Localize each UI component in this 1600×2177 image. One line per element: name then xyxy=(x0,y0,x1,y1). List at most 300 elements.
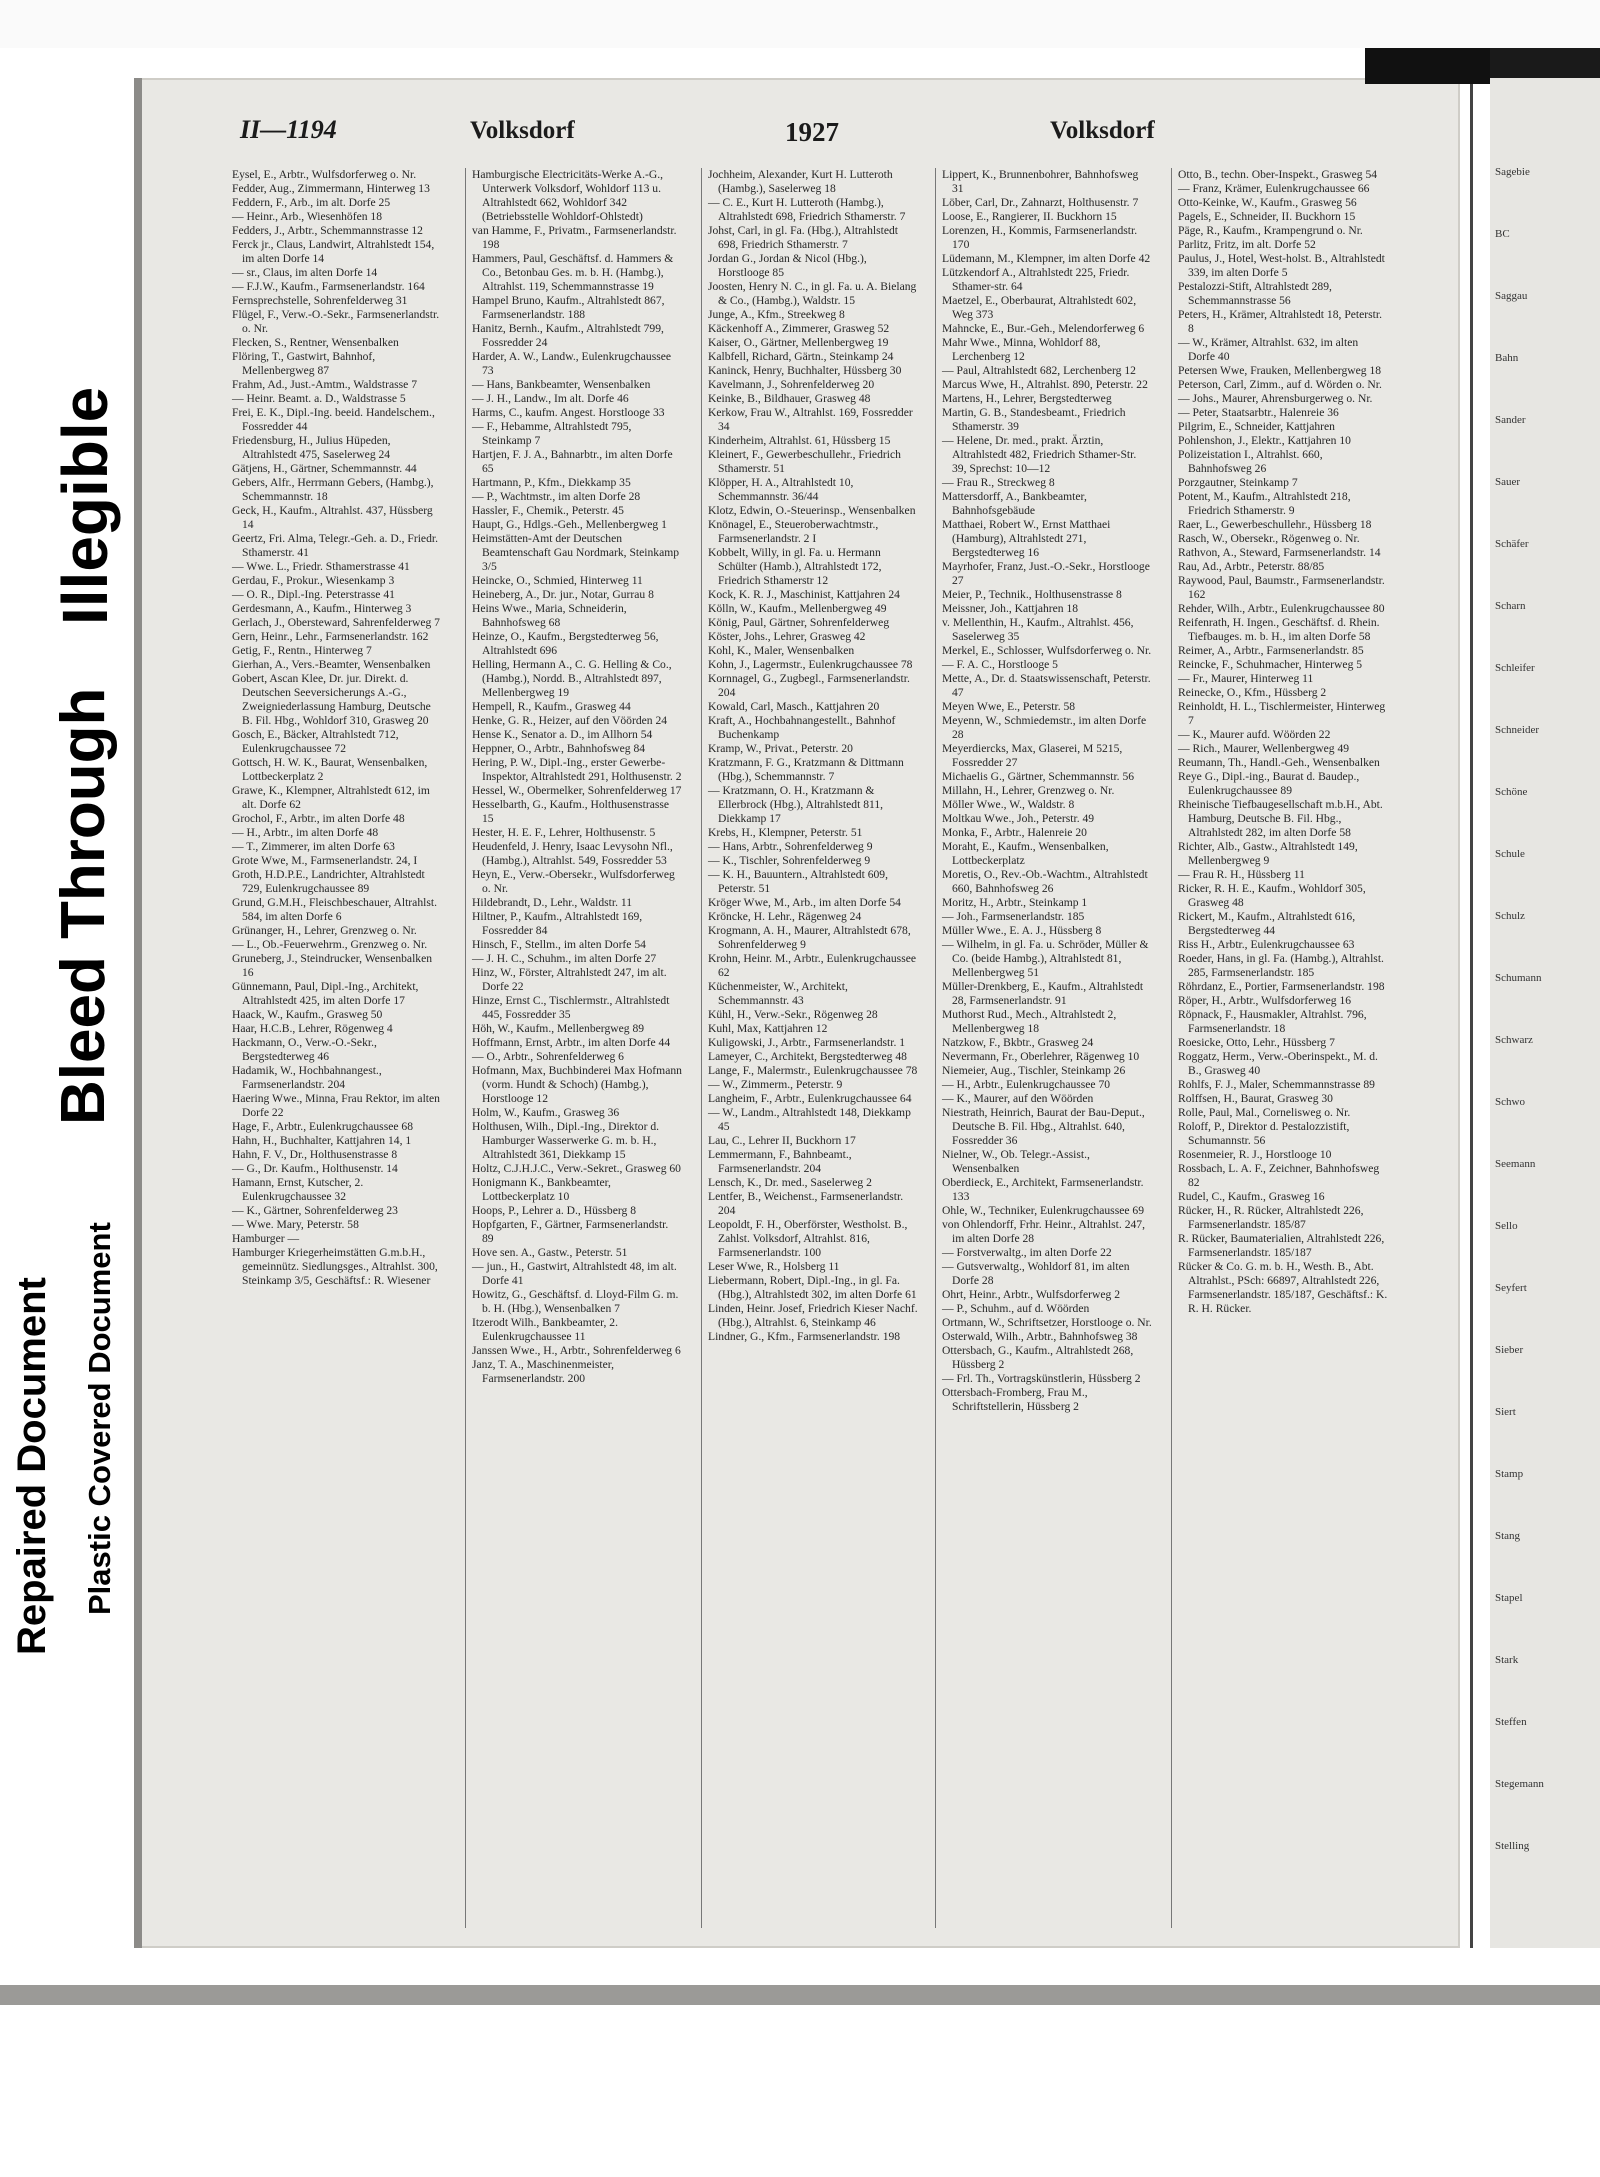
directory-entry: Krebs, H., Klempner, Peterstr. 51 xyxy=(708,826,863,839)
directory-entry: Gern, Heinr., Lehr., Farmsenerlandstr. 162 xyxy=(232,630,429,643)
directory-entry: Günnemann, Paul, Dipl.-Ing., Architekt, Altrahlstedt 425, im alten Dorfe 17 xyxy=(232,980,419,1007)
directory-entry: Rheinische Tiefbaugesellschaft m.b.H., Abt. Hamburg, Deutsche B. Fil. Hbg., Altrahlstedt 282, im alten Dorfe 58 xyxy=(1178,798,1383,839)
directory-entry: Frei, E. K., Dipl.-Ing. beeid. Handelschem., Fossredder 44 xyxy=(232,406,435,433)
directory-entry: — Forstverwaltg., im alten Dorfe 22 xyxy=(942,1246,1112,1259)
directory-entry: Rosenmeier, R. J., Horstlooge 10 xyxy=(1178,1148,1332,1161)
directory-entry: Janssen Wwe., H., Arbtr., Sohrenfelderweg 6 xyxy=(472,1344,681,1357)
directory-entry: Hamburger Kriegerheimstätten G.m.b.H., gemeinnütz. Siedlungsges., Altrahlst. 300, Steinkamp 3/5, Geschäftsf.: R. Wiesener xyxy=(232,1246,438,1287)
directory-entry: Hinsch, F., Stellm., im alten Dorfe 54 xyxy=(472,938,646,951)
directory-entry: Raer, L., Gewerbeschullehr., Hüssberg 18 xyxy=(1178,518,1372,531)
directory-entry: Kuligowski, J., Arbtr., Farmsenerlandstr. 1 xyxy=(708,1036,906,1049)
adjacent-page-fragment: Bahn xyxy=(1495,352,1519,364)
directory-entry: Kerkow, Frau W., Altrahlst. 169, Fossredder 34 xyxy=(708,406,913,433)
directory-entry: Kleinert, F., Gewerbeschullehr., Friedrich Sthamerstr. 51 xyxy=(708,448,901,475)
directory-entry: Heins Wwe., Maria, Schneiderin, Bahnhofsweg 68 xyxy=(472,602,627,629)
directory-entry: Gierhan, A., Vers.-Beamter, Wensenbalken xyxy=(232,658,431,671)
directory-entry: — Wwe. Mary, Peterstr. 58 xyxy=(232,1218,359,1231)
directory-entry: Rücker & Co. G. m. b. H., Westh. B., Abt. Altrahlst., PSch: 66897, Altrahlstedt 226, Farmsenerlandstr. 185/187, Geschäftsf.: K. R. H. Rücker. xyxy=(1178,1260,1388,1315)
directory-entry: Lensch, K., Dr. med., Saselerweg 2 xyxy=(708,1176,872,1189)
directory-entry: Jochheim, Alexander, Kurt H. Lutteroth (Hambg.), Saselerweg 18 xyxy=(708,168,893,195)
directory-entry: — Heinr., Arb., Wiesenhöfen 18 xyxy=(232,210,383,223)
directory-entry: Rohlfs, F. J., Maler, Schemmannstrasse 89 xyxy=(1178,1078,1375,1091)
directory-entry: — Rich., Maurer, Wellenbergweg 49 xyxy=(1178,742,1350,755)
adjacent-page-fragment: Schöne xyxy=(1495,786,1528,798)
directory-entry: Junge, A., Kfm., Streekweg 8 xyxy=(708,308,845,321)
directory-entry: Heppner, O., Arbtr., Bahnhofsweg 84 xyxy=(472,742,646,755)
directory-entry: Helling, Hermann A., C. G. Helling & Co., (Hambg.), Nordd. B., Altrahlstedt 897, Mellenbergweg 19 xyxy=(472,658,672,699)
directory-entry: Rücker, H., R. Rücker, Altrahlstedt 226, Farmsenerlandstr. 185/87 xyxy=(1178,1204,1364,1231)
directory-entry: Hiltner, P., Kaufm., Altrahlstedt 169, Fossredder 84 xyxy=(472,910,643,937)
directory-entry: — Johs., Maurer, Ahrensburgerweg o. Nr. xyxy=(1178,392,1373,405)
directory-entry: Millahn, H., Lehrer, Grenzweg o. Nr. xyxy=(942,784,1115,797)
directory-entry: Gerdesmann, A., Kaufm., Hinterweg 3 xyxy=(232,602,412,615)
directory-entry: Mette, A., Dr. d. Staatswissenschaft, Peterstr. 47 xyxy=(942,672,1151,699)
directory-entry: Haack, W., Kaufm., Grasweg 50 xyxy=(232,1008,383,1021)
directory-entry: Friedensburg, H., Julius Hüpeden, Altrahlstedt 475, Saselerweg 24 xyxy=(232,434,391,461)
directory-entry: Pilgrim, E., Schneider, Kattjahren xyxy=(1178,420,1335,433)
directory-entry: R. Rücker, Baumaterialien, Altrahlstedt 226, Farmsenerlandstr. 185/187 xyxy=(1178,1232,1385,1259)
directory-entry: Merkel, E., Schlosser, Wulfsdorferweg o. Nr. xyxy=(942,644,1152,657)
column-rule xyxy=(1171,168,1172,1928)
directory-entry: Moritz, H., Arbtr., Steinkamp 1 xyxy=(942,896,1088,909)
directory-entry: — P., Schuhm., auf d. Wöörden xyxy=(942,1302,1090,1315)
directory-column-3 xyxy=(708,168,918,1344)
directory-entry: Rathvon, A., Steward, Farmsenerlandstr. 14 xyxy=(1178,546,1381,559)
directory-entry: Janz, T. A., Maschinenmeister, Farmsenerlandstr. 200 xyxy=(472,1358,615,1385)
directory-entry: Gebers, Alfr., Herrmann Gebers, (Hambg.), Schemmannstr. 18 xyxy=(232,476,434,503)
directory-entry: Heincke, O., Schmied, Hinterweg 11 xyxy=(472,574,643,587)
directory-entry: Honigmann K., Bankbeamter, Lottbeckerplatz 10 xyxy=(472,1176,611,1203)
directory-entry: Reye G., Dipl.-ing., Baurat d. Baudep., Eulenkrugchaussee 89 xyxy=(1178,770,1360,797)
directory-entry: Gruneberg, J., Steindrucker, Wensenbalken 16 xyxy=(232,952,433,979)
directory-entry: — jun., H., Gastwirt, Altrahlstedt 48, im alt. Dorfe 41 xyxy=(472,1260,677,1287)
directory-entry: Lange, F., Malermstr., Eulenkrugchaussee 78 xyxy=(708,1064,918,1077)
adjacent-page-fragment: Schule xyxy=(1495,848,1525,860)
directory-entry: Grochol, F., Arbtr., im alten Dorfe 48 xyxy=(232,812,405,825)
directory-entry: Rudel, C., Kaufm., Grasweg 16 xyxy=(1178,1190,1325,1203)
directory-entry: Knönagel, E., Steueroberwachtmstr., Farmsenerlandstr. 2 I xyxy=(708,518,879,545)
directory-entry: — Wilhelm, in gl. Fa. u. Schröder, Müller & Co. (beide Hambg.), Altrahlstedt 81, Mellenbergweg 51 xyxy=(942,938,1149,979)
header-right-title: Volksdorf xyxy=(1050,117,1155,144)
directory-entry: — F., Hebamme, Altrahlstedt 795, Steinkamp 7 xyxy=(472,420,632,447)
directory-entry: Leser Wwe, R., Holsberg 11 xyxy=(708,1260,840,1273)
directory-entry: — O. R., Dipl.-Ing. Peterstrasse 41 xyxy=(232,588,395,601)
directory-entry: Reincke, F., Schuhmacher, Hinterweg 5 xyxy=(1178,658,1363,671)
directory-entry: — H., Arbtr., Eulenkrugchaussee 70 xyxy=(942,1078,1111,1091)
directory-entry: Fernsprechstelle, Sohrenfelderweg 31 xyxy=(232,294,408,307)
directory-entry: Hartmann, P., Kfm., Diekkamp 35 xyxy=(472,476,631,489)
directory-entry: Raywood, Paul, Baumstr., Farmsenerlandstr. 162 xyxy=(1178,574,1385,601)
directory-entry: — Helene, Dr. med., prakt. Ärztin, Altrahlstedt 482, Friedrich Sthamer-Str. 39, Sprechst: 10—12 xyxy=(942,434,1137,475)
directory-entry: — sr., Claus, im alten Dorfe 14 xyxy=(232,266,378,279)
directory-entry: Flecken, S., Rentner, Wensenbalken xyxy=(232,336,399,349)
directory-entry: Hadamik, W., Hochbahnangest., Farmsenerlandstr. 204 xyxy=(232,1064,382,1091)
directory-entry: Hamburgische Electricitäts-Werke A.-G., Unterwerk Volksdorf, Wohldorf 113 u. Altrahlstedt 662, Wohldorf 342 (Betriebsstelle Wohldorf-Ohlstedt) xyxy=(472,168,664,223)
directory-entry: Kohl, K., Maler, Wensenbalken xyxy=(708,644,855,657)
directory-entry: Howitz, G., Geschäftsf. d. Lloyd-Film G. m. b. H. (Hbg.), Wensenbalken 7 xyxy=(472,1288,679,1315)
directory-entry: Holthusen, Wilh., Dipl.-Ing., Direktor d. Hamburger Wasserwerke G. m. b. H., Altrahlstedt 361, Diekkamp 15 xyxy=(472,1120,660,1161)
directory-entry: Peterson, Carl, Zimm., auf d. Wörden o. Nr. xyxy=(1178,378,1382,391)
directory-entry: Ricker, R. H. E., Kaufm., Wohldorf 305, Grasweg 48 xyxy=(1178,882,1366,909)
directory-entry: Johst, Carl, in gl. Fa. (Hbg.), Altrahlstedt 698, Friedrich Sthamerstr. 7 xyxy=(708,224,898,251)
directory-entry: — L., Ob.-Feuerwehrm., Grenzweg o. Nr. xyxy=(232,938,428,951)
directory-entry: Getig, F., Rentn., Hinterweg 7 xyxy=(232,644,372,657)
directory-entry: Kohn, J., Lagermstr., Eulenkrugchaussee 78 xyxy=(708,658,913,671)
directory-entry: — C. E., Kurt H. Lutteroth (Hambg.), Altrahlstedt 698, Friedrich Sthamerstr. 7 xyxy=(708,196,906,223)
directory-entry: Hamann, Ernst, Kutscher, 2. Eulenkrugchaussee 32 xyxy=(232,1176,364,1203)
directory-entry: Küchenmeister, W., Architekt, Schemmannstr. 43 xyxy=(708,980,848,1007)
adjacent-page-fragment: Sander xyxy=(1495,414,1526,426)
adjacent-page-fragment: Schleifer xyxy=(1495,662,1535,674)
directory-entry: Kowald, Carl, Masch., Kattjahren 20 xyxy=(708,700,880,713)
directory-entry: — H., Arbtr., im alten Dorfe 48 xyxy=(232,826,379,839)
directory-entry: Hove sen. A., Gastw., Peterstr. 51 xyxy=(472,1246,628,1259)
adjacent-page-fragment: Sauer xyxy=(1495,476,1521,488)
directory-entry: Mattersdorff, A., Bankbeamter, Bahnhofsgebäude xyxy=(942,490,1087,517)
directory-entry: Kühl, H., Verw.-Sekr., Rögenweg 28 xyxy=(708,1008,878,1021)
directory-entry: Monka, F., Arbtr., Halenreie 20 xyxy=(942,826,1087,839)
directory-column-4 xyxy=(942,168,1152,1414)
directory-entry: Rossbach, L. A. F., Zeichner, Bahnhofsweg 82 xyxy=(1178,1162,1380,1189)
directory-entry: — Wwe. L., Friedr. Sthamerstrasse 41 xyxy=(232,560,410,573)
directory-entry: Eysel, E., Arbtr., Wulfsdorferweg o. Nr. xyxy=(232,168,417,181)
directory-entry: Ohle, W., Techniker, Eulenkrugchaussee 69 xyxy=(942,1204,1144,1217)
directory-entry: Kock, K. R. J., Maschinist, Kattjahren 24 xyxy=(708,588,900,601)
directory-entry: Michaelis G., Gärtner, Schemmannstr. 56 xyxy=(942,770,1135,783)
directory-entry: Kinderheim, Altrahlst. 61, Hüssberg 15 xyxy=(708,434,891,447)
directory-entry: Löber, Carl, Dr., Zahnarzt, Holthusenstr. 7 xyxy=(942,196,1139,209)
directory-entry: Röpnack, F., Hausmakler, Altrahlst. 796, Farmsenerlandstr. 18 xyxy=(1178,1008,1367,1035)
directory-entry: Rau, Ad., Arbtr., Peterstr. 88/85 xyxy=(1178,560,1325,573)
directory-entry: Krogmann, A. H., Maurer, Altrahlstedt 678, Sohrenfelderweg 9 xyxy=(708,924,911,951)
directory-entry: Roesicke, Otto, Lehr., Hüssberg 7 xyxy=(1178,1036,1335,1049)
bleed-through-label: Bleed Through xyxy=(49,687,118,1125)
adjacent-page-fragment: Siert xyxy=(1495,1406,1516,1418)
directory-entry: Frahm, Ad., Just.-Amtm., Waldstrasse 7 xyxy=(232,378,417,391)
directory-entry: Päge, R., Kaufm., Krampengrund o. Nr. xyxy=(1178,224,1363,237)
page-header xyxy=(240,115,1420,155)
directory-entry: Flöring, T., Gastwirt, Bahnhof, Mellenbergweg 87 xyxy=(232,350,376,377)
directory-entry: — Joh., Farmsenerlandstr. 185 xyxy=(942,910,1085,923)
page-gutter-line xyxy=(1470,78,1473,1948)
directory-entry: — Frau R. H., Hüssberg 11 xyxy=(1178,868,1305,881)
directory-entry: Groth, H.D.P.E., Landrichter, Altrahlstedt 729, Eulenkrugchaussee 89 xyxy=(232,868,425,895)
adjacent-page-fragment: Sagebie xyxy=(1495,166,1530,178)
adjacent-page-fragment: Schwo xyxy=(1495,1096,1525,1108)
directory-entry: Leopoldt, F. H., Oberförster, Westholst. B., Zahlst. Volksdorf, Altrahlst. 816, Farmsenerlandstr. 100 xyxy=(708,1218,908,1259)
directory-entry: Meyenn, W., Schmiedemstr., im alten Dorfe 28 xyxy=(942,714,1147,741)
directory-entry: — Fr., Maurer, Hinterweg 11 xyxy=(1178,672,1314,685)
directory-entry: — W., Zimmerm., Peterstr. 9 xyxy=(708,1078,843,1091)
adjacent-page-fragment: Stark xyxy=(1495,1654,1519,1666)
directory-entry: Geertz, Fri. Alma, Telegr.-Geh. a. D., Friedr. Sthamerstr. 41 xyxy=(232,532,438,559)
directory-entry: Lemmermann, F., Bahnbeamt., Farmsenerlandstr. 204 xyxy=(708,1148,852,1175)
directory-entry: Kölln, W., Kaufm., Mellenbergweg 49 xyxy=(708,602,887,615)
directory-entry: Müller-Drenkberg, E., Kaufm., Altrahlstedt 28, Farmsenerlandstr. 91 xyxy=(942,980,1144,1007)
directory-entry: Hempell, R., Kaufm., Grasweg 44 xyxy=(472,700,631,713)
directory-entry: — Gutsverwaltg., Wohldorf 81, im alten Dorfe 28 xyxy=(942,1260,1130,1287)
directory-entry: Moltkau Wwe., Joh., Peterstr. 49 xyxy=(942,812,1095,825)
directory-entry: Fedder, Aug., Zimmermann, Hinterweg 13 xyxy=(232,182,430,195)
adjacent-page-fragment: Seyfert xyxy=(1495,1282,1527,1294)
directory-entry: Lippert, K., Brunnenbohrer, Bahnhofsweg 31 xyxy=(942,168,1139,195)
directory-entry: — P., Wachtmstr., im alten Dorfe 28 xyxy=(472,490,641,503)
directory-entry: Otto, B., techn. Ober-Inspekt., Grasweg 54 xyxy=(1178,168,1378,181)
directory-entry: Parlitz, Fritz, im alt. Dorfe 52 xyxy=(1178,238,1316,251)
directory-entry: Nielner, W., Ob. Telegr.-Assist., Wensenbalken xyxy=(942,1148,1090,1175)
directory-entry: Käckenhoff A., Zimmerer, Grasweg 52 xyxy=(708,322,890,335)
black-corner-tab-2 xyxy=(1365,48,1490,84)
directory-entry: Röhrdanz, E., Portier, Farmsenerlandstr. 198 xyxy=(1178,980,1385,993)
directory-entry: — Hans, Bankbeamter, Wensenbalken xyxy=(472,378,651,391)
directory-entry: Itzerodt Wilh., Bankbeamter, 2. Eulenkrugchaussee 11 xyxy=(472,1316,618,1343)
directory-entry: Klöpper, H. A., Altrahlstedt 10, Schemmannstr. 36/44 xyxy=(708,476,854,503)
directory-entry: Lüdemann, M., Klempner, im alten Dorfe 42 xyxy=(942,252,1151,265)
directory-entry: Heinze, O., Kaufm., Bergstedterweg 56, Altrahlstedt 696 xyxy=(472,630,659,657)
directory-entry: — J. H. C., Schuhm., im alten Dorfe 27 xyxy=(472,952,657,965)
directory-entry: Heyn, E., Verw.-Obersekr., Wulfsdorferweg o. Nr. xyxy=(472,868,675,895)
directory-entry: Krohn, Heinr. M., Arbtr., Eulenkrugchaussee 62 xyxy=(708,952,917,979)
directory-entry: Hinze, Ernst C., Tischlermstr., Altrahlstedt 445, Fossredder 35 xyxy=(472,994,670,1021)
directory-entry: Hampel Bruno, Kaufm., Altrahlstedt 867, Farmsenerlandstr. 188 xyxy=(472,294,665,321)
directory-entry: Henke, G. R., Heizer, auf den Vöörden 24 xyxy=(472,714,668,727)
directory-entry: Röper, H., Arbtr., Wulfsdorferweg 16 xyxy=(1178,994,1352,1007)
directory-entry: Lützkendorf A., Altrahlstedt 225, Friedr. Sthamer-str. 64 xyxy=(942,266,1130,293)
directory-entry: Hartjen, F. J. A., Bahnarbtr., im alten Dorfe 65 xyxy=(472,448,673,475)
directory-entry: Gerlach, J., Obersteward, Sahrenfelderweg 7 xyxy=(232,616,440,629)
repaired-document-label: Repaired Document xyxy=(10,1277,54,1655)
directory-entry: Ottersbach-Fromberg, Frau M., Schriftstellerin, Hüssberg 2 xyxy=(942,1386,1088,1413)
scan-top-margin xyxy=(0,0,1600,48)
directory-entry: Kuhl, Max, Kattjahren 12 xyxy=(708,1022,828,1035)
directory-entry: Hildebrandt, D., Lehr., Waldstr. 11 xyxy=(472,896,633,909)
directory-entry: Roeder, Hans, in gl. Fa. (Hambg.), Altrahlst. 285, Farmsenerlandstr. 185 xyxy=(1178,952,1384,979)
directory-entry: Kröncke, H. Lehr., Rägenweg 24 xyxy=(708,910,862,923)
adjacent-page-fragment: Sieber xyxy=(1495,1344,1524,1356)
directory-entry: Hessel, W., Obermelker, Sohrenfelderweg 17 xyxy=(472,784,682,797)
directory-entry: Harder, A. W., Landw., Eulenkrugchaussee 73 xyxy=(472,350,672,377)
directory-entry: Kornnagel, G., Zugbegl., Farmsenerlandstr. 204 xyxy=(708,672,910,699)
directory-entry: Niestrath, Heinrich, Baurat der Bau-Deput., Deutsche B. Fil. Hbg., Altrahlst. 640, Fossredder 36 xyxy=(942,1106,1145,1147)
adjacent-page-fragment: Saggau xyxy=(1495,290,1528,302)
directory-entry: Martin, G. B., Standesbeamt., Friedrich Sthamerstr. 39 xyxy=(942,406,1126,433)
directory-entry: Mayrhofer, Franz, Just.-O.-Sekr., Horstlooge 27 xyxy=(942,560,1150,587)
adjacent-page-fragment: Schulz xyxy=(1495,910,1525,922)
adjacent-page-fragment: Stamp xyxy=(1495,1468,1524,1480)
adjacent-page-fragment: Steffen xyxy=(1495,1716,1527,1728)
header-year: 1927 xyxy=(785,117,839,147)
directory-entry: Ortmann, W., Schriftsetzer, Horstlooge o. Nr. xyxy=(942,1316,1152,1329)
directory-entry: Matthaei, Robert W., Ernst Matthaei (Hamburg), Altrahlstedt 271, Bergstedterweg 16 xyxy=(942,518,1111,559)
directory-entry: — Hans, Arbtr., Sohrenfelderweg 9 xyxy=(708,840,873,853)
directory-entry: Petersen Wwe, Frauken, Mellenbergweg 18 xyxy=(1178,364,1382,377)
directory-entry: Loose, E., Rangierer, II. Buckhorn 15 xyxy=(942,210,1117,223)
adjacent-page-fragment: Schäfer xyxy=(1495,538,1529,550)
directory-entry: Rehder, Wilh., Arbtr., Eulenkrugchaussee 80 xyxy=(1178,602,1385,615)
directory-entry: Hahn, F. V., Dr., Holthusenstrasse 8 xyxy=(232,1148,398,1161)
directory-entry: — K. H., Bauuntern., Altrahlstedt 609, Peterstr. 51 xyxy=(708,868,889,895)
directory-entry: Joosten, Henry N. C., in gl. Fa. u. A. Bielang & Co., (Hambg.), Waldstr. 15 xyxy=(708,280,917,307)
adjacent-page-fragment: Sello xyxy=(1495,1220,1518,1232)
directory-entry: Feddern, F., Arb., im alt. Dorfe 25 xyxy=(232,196,391,209)
plastic-covered-label: Plastic Covered Document xyxy=(82,1222,117,1615)
directory-entry: Lau, C., Lehrer II, Buckhorn 17 xyxy=(708,1134,856,1147)
directory-entry: Paulus, J., Hotel, West-holst. B., Altrahlstedt 339, im alten Dorfe 5 xyxy=(1178,252,1385,279)
directory-entry: Meyen Wwe, E., Peterstr. 58 xyxy=(942,700,1076,713)
directory-entry: Grote Wwe, M., Farmsenerlandstr. 24, I xyxy=(232,854,418,867)
directory-entry: Heudenfeld, J. Henry, Isaac Levysohn Nfl., (Hambg.), Altrahlst. 549, Fossredder 53 xyxy=(472,840,673,867)
directory-entry: Hoffmann, Ernst, Arbtr., im alten Dorfe 44 xyxy=(472,1036,671,1049)
adjacent-page-fragment: Stang xyxy=(1495,1530,1521,1542)
directory-entry: Osterwald, Wilh., Arbtr., Bahnhofsweg 38 xyxy=(942,1330,1138,1343)
directory-entry: Muthorst Rud., Mech., Altrahlstedt 2, Mellenbergweg 18 xyxy=(942,1008,1117,1035)
directory-entry: Holm, W., Kaufm., Grasweg 36 xyxy=(472,1106,620,1119)
directory-entry: Lameyer, C., Architekt, Bergstedterweg 48 xyxy=(708,1050,907,1063)
directory-entry: — Frau R., Streckweg 8 xyxy=(942,476,1055,489)
directory-entry: Haar, H.C.B., Lehrer, Rögenweg 4 xyxy=(232,1022,393,1035)
directory-entry: Niemeier, Aug., Tischler, Steinkamp 26 xyxy=(942,1064,1126,1077)
directory-entry: Kalbfell, Richard, Gärtn., Steinkamp 24 xyxy=(708,350,894,363)
column-rule xyxy=(465,168,466,1928)
directory-entry: Hense K., Senator a. D., im Allhorn 54 xyxy=(472,728,653,741)
directory-entry: Reumann, Th., Handl.-Geh., Wensenbalken xyxy=(1178,756,1380,769)
directory-entry: Reinholdt, H. L., Tischlermeister, Hinterweg 7 xyxy=(1178,700,1386,727)
adjacent-page-fragment: Seemann xyxy=(1495,1158,1536,1170)
directory-entry: — Kratzmann, O. H., Kratzmann & Ellerbrock (Hbg.), Altrahlstedt 811, Diekkamp 17 xyxy=(708,784,884,825)
directory-entry: Otto-Keinke, W., Kaufm., Grasweg 56 xyxy=(1178,196,1357,209)
directory-entry: Meier, P., Technik., Holthusenstrasse 8 xyxy=(942,588,1122,601)
directory-entry: Kramp, W., Privat., Peterstr. 20 xyxy=(708,742,853,755)
directory-entry: Hesselbarth, G., Kaufm., Holthusenstrasse 15 xyxy=(472,798,670,825)
directory-entry: Hering, P. W., Dipl.-Ing., erster Gewerbe-Inspektor, Altrahlstedt 291, Holthusenstr. 2 xyxy=(472,756,682,783)
directory-entry: Kröger Wwe, M., Arb., im alten Dorfe 54 xyxy=(708,896,901,909)
directory-entry: Gosch, E., Bäcker, Altrahlstedt 712, Eulenkrugchaussee 72 xyxy=(232,728,399,755)
directory-entry: Grund, G.M.H., Fleischbeschauer, Altrahlst. 584, im alten Dorfe 6 xyxy=(232,896,437,923)
directory-entry: von Ohlendorff, Frhr. Heinr., Altrahlst. 247, im alten Dorfe 28 xyxy=(942,1218,1145,1245)
directory-entry: Hammers, Paul, Geschäftsf. d. Hammers & Co., Betonbau Ges. m. b. H. (Hambg.), Altrahlst. 119, Schemmannstrasse 19 xyxy=(472,252,674,293)
directory-entry: — Heinr. Beamt. a. D., Waldstrasse 5 xyxy=(232,392,406,405)
directory-column-5 xyxy=(1178,168,1388,1316)
directory-entry: Pohlenshon, J., Elektr., Kattjahren 10 xyxy=(1178,434,1351,447)
directory-entry: Hopfgarten, F., Gärtner, Farmsenerlandstr. 89 xyxy=(472,1218,669,1245)
directory-entry: — Paul, Altrahlstedt 682, Lerchenberg 12 xyxy=(942,364,1136,377)
directory-entry: Potent, M., Kaufm., Altrahlstedt 218, Friedrich Sthamerstr. 9 xyxy=(1178,490,1351,517)
directory-entry: Flügel, F., Verw.-O.-Sekr., Farmsenerlandstr. o. Nr. xyxy=(232,308,440,335)
directory-entry: — K., Gärtner, Sohrenfelderweg 23 xyxy=(232,1204,398,1217)
directory-entry: — Frl. Th., Vortragskünstlerin, Hüssberg 2 xyxy=(942,1372,1141,1385)
directory-entry: Pestalozzi-Stift, Altrahlstedt 289, Schemmannstrasse 56 xyxy=(1178,280,1332,307)
directory-entry: Reinecke, O., Kfm., Hüssberg 2 xyxy=(1178,686,1327,699)
directory-entry: Hamburger — xyxy=(232,1232,300,1245)
page-number: II—1194 xyxy=(240,115,337,144)
directory-entry: Grünanger, H., Lehrer, Grenzweg o. Nr. xyxy=(232,924,417,937)
directory-entry: — K., Tischler, Sohrenfelderweg 9 xyxy=(708,854,871,867)
directory-entry: — F.J.W., Kaufm., Farmsenerlandstr. 164 xyxy=(232,280,425,293)
directory-entry: Rolffsen, H., Baurat, Grasweg 30 xyxy=(1178,1092,1333,1105)
directory-entry: Höh, W., Kaufm., Mellenbergweg 89 xyxy=(472,1022,645,1035)
directory-entry: — K., Maurer, auf den Wöörden xyxy=(942,1092,1094,1105)
directory-entry: Gerdau, F., Prokur., Wiesenkamp 3 xyxy=(232,574,395,587)
directory-entry: Geck, H., Kaufm., Altrahlst. 437, Hüssberg 14 xyxy=(232,504,433,531)
directory-entry: Kobbelt, Willy, in gl. Fa. u. Hermann Schülter (Hamb.), Altrahlstedt 172, Friedrich Sthamerstr 12 xyxy=(708,546,882,587)
directory-entry: Oberdieck, E., Architekt, Farmsenerlandstr. 133 xyxy=(942,1176,1144,1203)
directory-entry: Müller Wwe., E. A. J., Hüssberg 8 xyxy=(942,924,1102,937)
directory-entry: — Franz, Krämer, Eulenkrugchaussee 66 xyxy=(1178,182,1370,195)
directory-entry: — F. A. C., Horstlooge 5 xyxy=(942,658,1058,671)
directory-entry: Hanitz, Bernh., Kaufm., Altrahlstedt 799, Fossredder 24 xyxy=(472,322,664,349)
directory-entry: Gätjens, H., Gärtner, Schemmannstr. 44 xyxy=(232,462,417,475)
directory-entry: v. Mellenthin, H., Kaufm., Altrahlst. 456, Saselerweg 35 xyxy=(942,616,1134,643)
directory-entry: Natzkow, F., Bkbtr., Grasweg 24 xyxy=(942,1036,1094,1049)
directory-entry: Hofmann, Max, Buchbinderei Max Hofmann (vorm. Hundt & Schoch) (Hambg.), Horstlooge 12 xyxy=(472,1064,682,1105)
directory-entry: Roggatz, Herm., Verw.-Oberinspekt., M. d. B., Grasweg 40 xyxy=(1178,1050,1378,1077)
directory-entry: Martens, H., Lehrer, Bergstedterweg xyxy=(942,392,1112,405)
directory-entry: Maetzel, E., Oberbaurat, Altrahlstedt 602, Weg 373 xyxy=(942,294,1137,321)
directory-entry: Nevermann, Fr., Oberlehrer, Rägenweg 10 xyxy=(942,1050,1140,1063)
directory-entry: Jordan G., Jordan & Nicol (Hbg.), Horstlooge 85 xyxy=(708,252,867,279)
adjacent-page-fragment: Schumann xyxy=(1495,972,1542,984)
directory-entry: — Peter, Staatsarbtr., Halenreie 36 xyxy=(1178,406,1339,419)
adjacent-page-fragment: BC xyxy=(1495,228,1510,240)
directory-entry: Gottsch, H. W. K., Baurat, Wensenbalken, Lottbeckerplatz 2 xyxy=(232,756,428,783)
directory-entry: Heineberg, A., Dr. jur., Notar, Gurrau 8 xyxy=(472,588,654,601)
directory-entry: Langheim, F., Arbtr., Eulenkrugchaussee 64 xyxy=(708,1092,912,1105)
directory-entry: Rickert, M., Kaufm., Altrahlstedt 616, Bergstedterweg 44 xyxy=(1178,910,1356,937)
scan-bottom-strip xyxy=(0,1985,1600,2005)
illegible-label: Illegible xyxy=(49,386,121,625)
adjacent-page-fragment: Schwarz xyxy=(1495,1034,1533,1046)
directory-entry: Roloff, P., Direktor d. Pestalozzistift, Schumannstr. 56 xyxy=(1178,1120,1350,1147)
directory-entry: Moretis, O., Rev.-Ob.-Wachtm., Altrahlstedt 660, Bahnhofsweg 26 xyxy=(942,868,1148,895)
directory-entry: Pagels, E., Schneider, II. Buckhorn 15 xyxy=(1178,210,1356,223)
directory-entry: — J. H., Landw., Im alt. Dorfe 46 xyxy=(472,392,629,405)
directory-entry: Hage, F., Arbtr., Eulenkrugchaussee 68 xyxy=(232,1120,413,1133)
header-left-title: Volksdorf xyxy=(470,117,575,144)
directory-entry: — O., Arbtr., Sohrenfelderweg 6 xyxy=(472,1050,624,1063)
directory-entry: Kaiser, O., Gärtner, Mellenbergweg 19 xyxy=(708,336,889,349)
directory-entry: Lentfer, B., Weichenst., Farmsenerlandstr. 204 xyxy=(708,1190,904,1217)
directory-entry: Kraft, A., Hochbahnangestellt., Bahnhof Buchenkamp xyxy=(708,714,896,741)
directory-entry: Ferck jr., Claus, Landwirt, Altrahlstedt 154, im alten Dorfe 14 xyxy=(232,238,435,265)
directory-entry: Lorenzen, H., Kommis, Farmsenerlandstr. 170 xyxy=(942,224,1138,251)
directory-entry: Ottersbach, G., Kaufm., Altrahlstedt 268, Hüssberg 2 xyxy=(942,1344,1134,1371)
directory-entry: — T., Zimmerer, im alten Dorfe 63 xyxy=(232,840,395,853)
directory-entry: Marcus Wwe, H., Altrahlst. 890, Peterstr. 22 xyxy=(942,378,1148,391)
directory-entry: Heimstätten-Amt der Deutschen Beamtenschaft Gau Nordmark, Steinkamp 3/5 xyxy=(472,532,680,573)
adjacent-page-fragment: Stapel xyxy=(1495,1592,1523,1604)
directory-entry: Porzgautner, Steinkamp 7 xyxy=(1178,476,1298,489)
adjacent-page-fragment: Stelling xyxy=(1495,1840,1530,1852)
directory-entry: Hoops, P., Lehrer a. D., Hüssberg 8 xyxy=(472,1204,637,1217)
directory-entry: — W., Landm., Altrahlstedt 148, Diekkamp 45 xyxy=(708,1106,911,1133)
directory-column-2 xyxy=(472,168,682,1386)
directory-entry: Ohrt, Heinr., Arbtr., Wulfsdorferweg 2 xyxy=(942,1288,1121,1301)
directory-entry: Mahr Wwe., Minna, Wohldorf 88, Lerchenberg 12 xyxy=(942,336,1101,363)
directory-entry: — K., Maurer aufd. Wöörden 22 xyxy=(1178,728,1331,741)
directory-entry: Köster, Johs., Lehrer, Grasweg 42 xyxy=(708,630,866,643)
directory-entry: Richter, Alb., Gastw., Altrahlstedt 149, Mellenbergweg 9 xyxy=(1178,840,1358,867)
directory-entry: Keinke, B., Bildhauer, Grasweg 48 xyxy=(708,392,871,405)
directory-entry: Moraht, E., Kaufm., Wensenbalken, Lottbeckerplatz xyxy=(942,840,1109,867)
directory-entry: Linden, Heinr. Josef, Friedrich Kieser Nachf. (Hbg.), Altrahlst. 6, Steinkamp 46 xyxy=(708,1302,918,1329)
adjacent-page-text xyxy=(1495,165,1600,1925)
directory-entry: Klotz, Edwin, O.-Steuerinsp., Wensenbalken xyxy=(708,504,916,517)
directory-entry: — G., Dr. Kaufm., Holthusenstr. 14 xyxy=(232,1162,398,1175)
directory-entry: Kavelmann, J., Sohrenfelderweg 20 xyxy=(708,378,875,391)
directory-entry: Haering Wwe., Minna, Frau Rektor, im alten Dorfe 22 xyxy=(232,1092,440,1119)
directory-entry: Hinz, W., Förster, Altrahlstedt 247, im alt. Dorfe 22 xyxy=(472,966,667,993)
directory-entry: van Hamme, F., Privatm., Farmsenerlandstr. 198 xyxy=(472,224,677,251)
